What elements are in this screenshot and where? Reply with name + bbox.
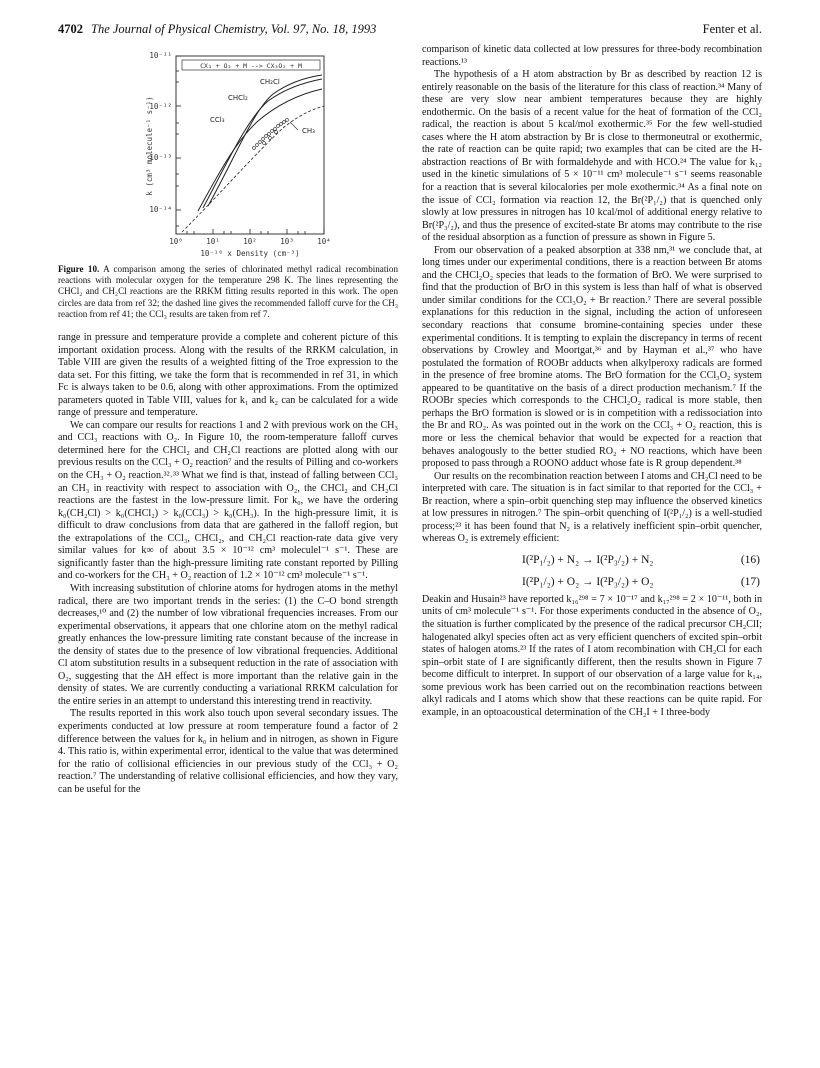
- x-tick-label: 10²: [243, 237, 257, 246]
- plot-frame: [176, 56, 324, 234]
- y-tick-label: 10⁻¹⁴: [149, 205, 172, 214]
- x-tick-label: 10⁴: [317, 237, 331, 246]
- paragraph: The results reported in this work also touch upon several secondary issues. The experiments conducted at low pressure at room temperature found a factor of 2 difference between the values for k₀ in helium and in nitrogen, as shown in Figure 4. This ratio is, within experimental error, identical to the value that was determined for the ratio of collisional efficiencies in our previous study of the CCl₃ + O₂ reaction.⁷ The understanding of relative collisional efficiencies, and how they vary, can be useful for the: [58, 708, 398, 795]
- paragraph: We can compare our results for reactions 1 and 2 with previous work on the CH₃ and CCl₃ reactions with O₂. In Figure 10, the room-temperature falloff curves determined here for the CHCl₂ and CH₂Cl reactions are plotted along with our previous results on the CCl₃ + O₂ reaction⁷ and the results of Pilling and co-workers on the CH₃ + O₂ reaction.³²˒³³ What we find is that, instead of falling between CCl₃ an CH₃ in reactivity with respect to association with O₂, the CHCl₂ and CH₂Cl reactions are the fastest in the low-pressure limit. For k₀, we have the ordering k₀(CH₂Cl) > k₀(CHCl₂) > k₀(CCl₃) > k₀(CH₃). In the high-pressure limit, it is difficult to draw conclusions from data that are gathered in the falloff region, but the extrapolations of the CCl₃, CHCl₂, and CH₂Cl reaction-rate data give very similar values for k∞ of about 3.5 × 10⁻¹² cm³ moleculel⁻¹ s⁻¹. These are significantly faster than the high-pressure limiting rate constant reported by Pilling and co-workers for the CH₃ + O₂ reaction of 1.2 × 10⁻¹² cm³ molecule⁻¹ s⁻¹.: [58, 419, 398, 582]
- curve-label: CCl₃: [210, 116, 225, 124]
- right-column: [422, 44, 762, 719]
- x-axis-label: 10⁻¹⁶ x Density (cm⁻³): [200, 249, 300, 258]
- header-journal-line: [58, 22, 376, 37]
- ch3-label-pointer: [290, 122, 298, 130]
- curve-ch3-dashed: [182, 106, 324, 232]
- y-ticks: [176, 56, 181, 226]
- paragraph: comparison of kinetic data collected at low pressures for three-body recombination reactions.¹³: [422, 44, 762, 68]
- open-circle-data: [253, 119, 289, 150]
- caption-text: A comparison among the series of chlorinated methyl radical recombination reactions with molecular oxygen for the temperature 298 K. The lines representing the CHCl₂ and CH₂Cl reactions are the RRKM fitting results reported in this work. The open circles are data from ref 32; the dashed line gives the recommended falloff curve for the CH₃ reaction from ref 41; the CCl₃ results are taken from ref 7.: [58, 264, 398, 319]
- x-tick-label: 10³: [280, 237, 294, 246]
- running-header: [58, 22, 762, 40]
- curve-label: CH₃: [302, 127, 315, 135]
- paragraph: range in pressure and temperature provide a complete and coherent picture of this important oxidation process. Along with the results of the RRKM calculation, in Table VIII are given the results of a weighted fitting of the Troe expression to the data set. For this fitting, we take the form that is recommended in ref 31, in which Fᴄ is always taken to be 0.6, along with other approximations. From the optimized parameters quoted in Table VIII, values for k₁ and k₂ can be calculated for a wide range of pressure and temperature.: [58, 332, 398, 419]
- falloff-plot: [58, 46, 398, 258]
- x-ticks: [176, 229, 324, 234]
- equation-number: (16): [740, 553, 760, 566]
- y-tick-label: 10⁻¹¹: [149, 51, 172, 60]
- x-tick-label: 10¹: [206, 237, 220, 246]
- curve-ccl3: [198, 89, 322, 211]
- equation-17: [422, 572, 762, 594]
- paragraph: Our results on the recombination reaction between I atoms and CH₂Cl need to be interpreted with care. The situation is in fact similar to that reported for the CCl₃ + Br reaction, where a spin–orbit quenching step may influence the observed kinetics at low pressures in nitrogen.⁷ The spin–orbit quenching of I(²P₁/₂) is a well-studied process;²³ it has been found that N₂ is a relatively inefficient spin–orbit quencher, whereas O₂ is extremely efficient:: [422, 470, 762, 545]
- paragraph: With increasing substitution of chlorine atoms for hydrogen atoms in the methyl radical, there are two important trends in the series: (1) the C–O bond strength decreases,¹⁰ and (2) the number of low vibrational frequencies increases. From our experimental observations, it appears that one chlorine atom on the methyl radical greatly enhances the low-pressure limiting rate constant because of the increase in the density of states due to the presence of low vibrational frequencies. Additional Cl atom substitution results in a subsequent reduction in the rate of association with O₂, suggesting that the ΔH effect is more important than the relative gain in the density of states. We are currently conducting a variational RRKM calculation for the entire series in an attempt to understand this interesting trend in reactivity.: [58, 582, 398, 707]
- figure-caption: [58, 264, 398, 320]
- journal-page: [58, 0, 762, 1068]
- equation-number: (17): [740, 575, 760, 588]
- curve-label: CHCl₂: [228, 94, 248, 102]
- paragraph: From our observation of a peaked absorption at 338 nm,³¹ we conclude that, at long times under our experimental conditions, there is a reaction between Br atoms and the CHCl₂O₂ species that leads to the formation of BrO. We were surprised to find that the production of BrO in this system is less than half of what is observed under similar conditions for the CCl₃O₂ + Br reaction.⁷ There are several possible explanations for this reduction in the signal, including the action of unforeseen secondary reactions that consume bromine-containing species under these experimental conditions. It is tempting to explain the discrepancy in terms of recent observations by Crowley and Moortgat,³⁶ and by Hayman et al.,³⁷ who have postulated the formation of ROOBr adducts when alkylperoxy radicals are formed in the presence of free bromine atoms. The BrO formation for the CCl₃O₂ system appeared to be quantitative on the basis of a direct production mechanism.⁷ If the ROOBr species which corresponds to the CHCl₂O₂ radical is more stable, then perhaps the BrO formation is slowed or is in competition with a redissociation into the Br and RO₂. As was pointed out in the work on the CCl₃ + O₂ reaction, this is more or less the chemical behavior that would be expected for a reaction that behaves analogously to the better studied RO₂ + NO reactions, which have been proposed to pass through a ROONO adduct whose fate is R group dependent.³⁸: [422, 244, 762, 470]
- y-axis-label: k (cm³ molecule⁻¹ s⁻¹): [145, 96, 154, 196]
- journal-citation: The Journal of Physical Chemistry, Vol. 97, No. 18, 1993: [91, 22, 377, 36]
- paragraph: Deakin and Husain²³ have reported k₁₆²⁹⁸ = 7 × 10⁻¹⁷ and k₁₇²⁹⁸ = 2 × 10⁻¹¹, both in units of cm³ molecule⁻¹ s⁻¹. For those experiments conducted in the absence of O₂, the situation is further complicated by the presence of the radical precursor CH₂ClI; halogenated alkyl species often act as very efficient quenchers of excited spin–orbit states of halogen atoms.²³ If the rates of I atom recombination with CH₂Cl for each spin–orbit state of I are significantly different, then the results shown in Figure 7 become difficult to interpret. In support of our observation of a large value for k₁₄, some previous work has been carried out on the recombination reactions between alkyl radicals and I atoms which show that these reactions can be quite rapid. For example, in an optoacoustical determination of the CH₂I + I three-body: [422, 593, 762, 718]
- figure-10: [58, 46, 398, 258]
- curve-label: CH₂Cl: [260, 78, 280, 86]
- equation-text: I(²P₁/₂) + O₂ → I(²P₃/₂) + O₂: [522, 575, 654, 588]
- y-tick-label: 10⁻¹³: [149, 153, 172, 162]
- equation-text: I(²P₁/₂) + N₂ → I(²P₃/₂) + N₂: [522, 553, 654, 566]
- header-authors: Fenter et al.: [702, 22, 762, 36]
- caption-label: Figure 10.: [58, 264, 100, 274]
- page-number: 4702: [58, 22, 83, 36]
- equation-16: [422, 550, 762, 572]
- paragraph: The hypothesis of a H atom abstraction by Br as described by reaction 12 is entirely reasonable on the basis of the literature for this class of reaction.³⁴ Many of these are very slow near ambient temperatures because they are highly endothermic. On the basis of a recent value for the heat of formation of the CCl₂ radical, the reaction is about 5 kcal/mol exothermic.³⁵ For the few well-studied cases where the H atom abstraction by Br is close to thermoneutral or exothermic, the rate of reaction can be quite rapid; two examples that can be cited are the H-abstraction reactions of Br with formaldehyde and with HCO.²⁴ The value for k₁₂ used in the kinetic simulations of 5 × 10⁻¹¹ cm³ molecule⁻¹ s⁻¹ seems reasonable for a reaction that is several kilocalories per mole exothermic.³⁴ As a final note on the issue of CCl₂ formation via reaction 12, the Br(²P₁/₂) that is quenched only slowly at low pressures in nitrogen has 10 kcal/mol of additional energy relative to Br(²P₃/₂), and thus the presence of excited-state Br atoms may contribute to the rise of the residual absorption as a function of pressure as shown in Figure 5.: [422, 69, 762, 244]
- curve-ch2cl: [208, 75, 322, 206]
- legend-text: CX₃ + O₂ + M --> CX₃O₂ + M: [200, 62, 302, 70]
- left-column: [58, 44, 398, 796]
- y-tick-label: 10⁻¹²: [149, 102, 172, 111]
- x-tick-label: 10⁰: [169, 237, 183, 246]
